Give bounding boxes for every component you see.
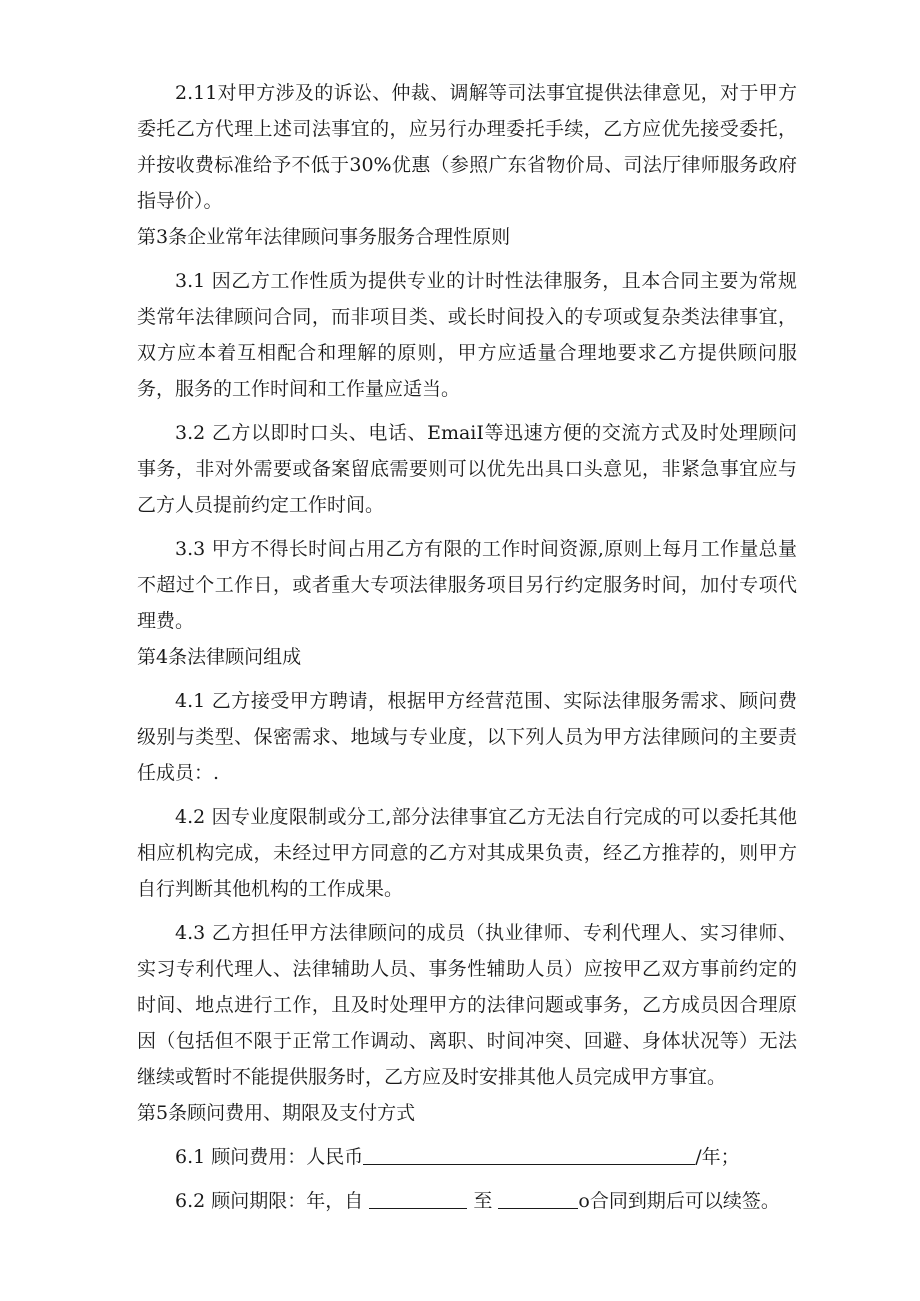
clause-3-2: 3.2 乙方以即时口头、电话、EmaiI等迅速方便的交流方式及时处理顾问事务，非对外需要或备案留底需要则可以优先出具口头意见，非紧急事宜应与乙方人员提前约定工作时间。 xyxy=(137,422,797,516)
clause-3-1: 3.1 因乙方工作性质为提供专业的计时性法律服务，且本合同主要为常规类常年法律顾问合同，而非项目类、或长时间投入的专项或复杂类法律事宜，双方应本着互相配合和理解的原则，甲方应适量合理地要求乙方提供顾问服务，服务的工作时间和工作量应适当。 xyxy=(137,270,797,400)
clause-6-2 xyxy=(137,1183,797,1219)
start-date-blank-line xyxy=(369,1186,467,1209)
clause-6-1-label: 6.1 顾问费用：人民币 xyxy=(175,1146,364,1168)
clause-6-2-tail: o合同到期后可以续签。 xyxy=(578,1190,780,1212)
clause-3-3: 3.3 甲方不得长时间占用乙方有限的工作时间资源,原则上每月工作量总量不超过个工作日，或者重大专项法律服务项目另行约定服务时间，加付专项代理费。 xyxy=(137,538,797,632)
end-date-blank-line xyxy=(498,1186,578,1209)
document-body xyxy=(137,75,797,1219)
clause-6-1-unit: /年； xyxy=(695,1146,740,1168)
fee-blank-line xyxy=(363,1142,695,1165)
heading-article-3: 第3条企业常年法律顾问事务服务合理性原则 xyxy=(137,226,511,248)
clause-6-2-to: 至 xyxy=(473,1190,493,1212)
clause-4-3: 4.3 乙方担任甲方法律顾问的成员（执业律师、专利代理人、实习律师、实习专利代理人、法律辅助人员、事务性辅助人员）应按甲乙双方事前约定的时间、地点进行工作，且及时处理甲方的法律问题或事务，乙方成员因合理原因（包括但不限于正常工作调动、离职、时间冲突、回避、身体状况等）无法继续或暂时不能提供服务时，乙方应及时安排其他人员完成甲方事宜。 xyxy=(137,922,797,1088)
clause-4-1: 4.1 乙方接受甲方聘请，根据甲方经营范围、实际法律服务需求、顾问费级别与类型、保密需求、地域与专业度，以下列人员为甲方法律顾问的主要责任成员：. xyxy=(137,690,797,784)
clause-6-1 xyxy=(137,1139,797,1175)
clause-4-2: 4.2 因专业度限制或分工,部分法律事宜乙方无法自行完成的可以委托其他相应机构完成，未经过甲方同意的乙方对其成果负责，经乙方推荐的，则甲方自行判断其他机构的工作成果。 xyxy=(137,806,797,900)
clause-2-11: 2.11对甲方涉及的诉讼、仲裁、调解等司法事宜提供法律意见，对于甲方委托乙方代理上述司法事宜的，应另行办理委托手续，乙方应优先接受委托，并按收费标准给予不低于30%优惠（参照广东省物价局、司法厅律师服务政府指导价）。 xyxy=(137,82,797,212)
heading-article-4: 第4条法律顾问组成 xyxy=(137,646,302,668)
clause-6-2-label: 6.2 顾问期限：年，自 xyxy=(175,1190,364,1212)
heading-article-5: 第5条顾问费用、期限及支付方式 xyxy=(137,1102,416,1124)
